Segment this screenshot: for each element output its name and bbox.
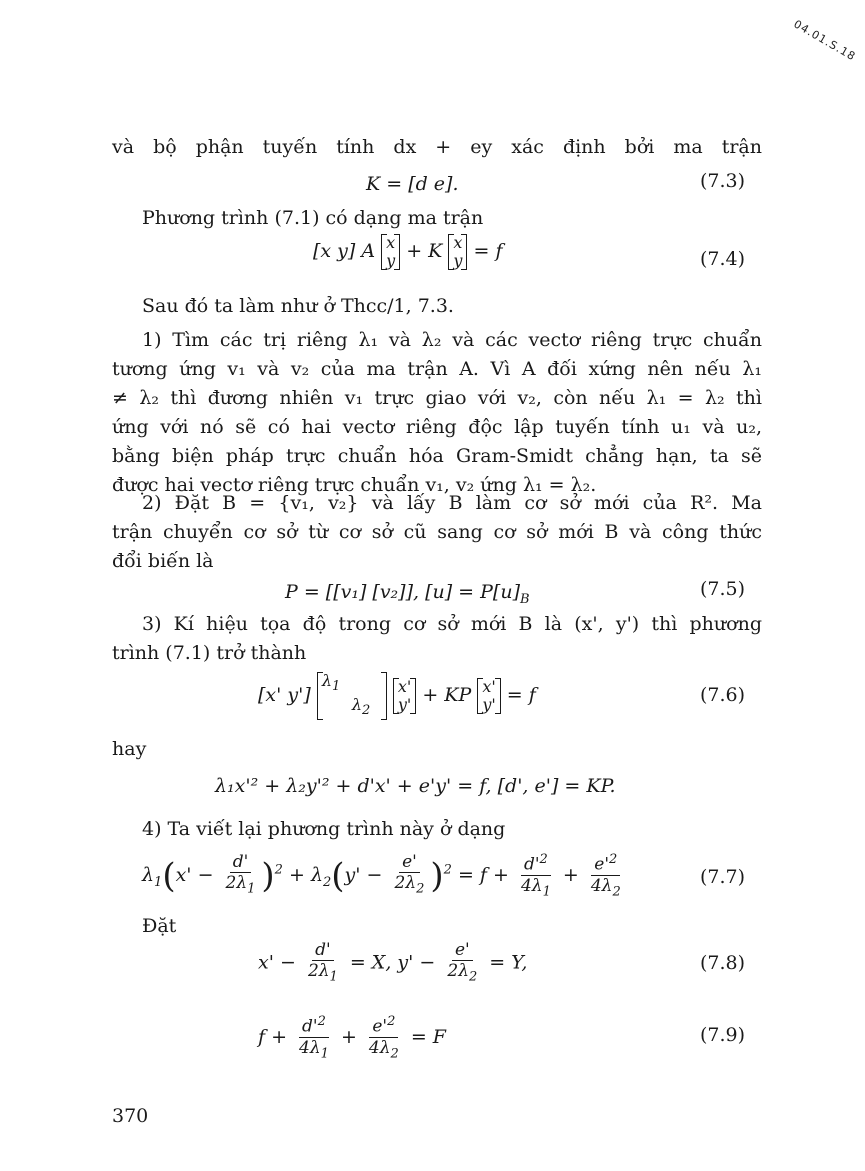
equation-number-7-5: (7.5) [700,578,746,600]
step-3-line: trình (7.1) trở thành [112,642,307,664]
step-1-paragraph [112,326,762,500]
step-3-line: 3) Kí hiệu tọa độ trong cơ sở mới B là (x', y') thì phương [142,613,762,635]
equation-7-9: f + $\frac{d'^2}{4\lambda_1}$ + $\frac{e'^2}{4\lambda_2}$ = F [258,1014,446,1062]
step-2-line: trận chuyển cơ sở từ cơ sở cũ sang cơ sở mới B và công thức [112,521,762,543]
step-1-line: tương ứng v₁ và v₂ của ma trận A. Vì A đối xứng nên nếu λ₁ [112,358,762,380]
equation-7-3: K = [d e]. [366,173,459,195]
step-2-line: 2) Đặt B = {v₁, v₂} và lấy B làm cơ sở mới của R². Ma [142,492,762,514]
equation-7-5-subscript: B [520,591,530,607]
step-1-line: được hai vectơ riêng trực chuẩn v₁, v₂ ứng λ₁ = λ₂. [112,474,597,496]
equation-number-7-7: (7.7) [700,866,746,888]
text-line-hay: hay [112,738,147,760]
equation-7-7: $\lambda_1(x'$ − $\frac{d'}{2\lambda_1}$ )$^2 + \lambda_2(y'$ − $\frac{e'}{2\lambda_2}$ )$^2$ = f + $\frac{d'^2}{4\lambda_1}$ + $\frac{e'^2}{4\lambda_2}$ [142,852,621,900]
equation-7-5-body: P = [[v₁] [v₂]], [u] = P[u] [285,581,520,603]
text-line-matrix-form: Phương trình (7.1) có dạng ma trận [142,207,484,229]
equation-number-7-3: (7.3) [700,170,746,192]
equation-number-7-4: (7.4) [700,248,746,270]
step-2-line: đổi biến là [112,550,214,572]
equation-7-6: [x' y'] $\lambda_1$ $\lambda_2$ x' y' + KP x' y' = f [258,671,536,719]
step-3-paragraph [112,610,762,668]
step-1-line: ≠ λ₂ thì đương nhiên v₁ trực giao với v₂, còn nếu λ₁ = λ₂ thì [112,387,762,409]
step-2-paragraph [112,489,762,576]
text-line-dat: Đặt [142,915,177,937]
text-line-1: và bộ phận tuyến tính dx + ey xác định bởi ma trận [112,136,762,158]
equation-7-8: x' − $\frac{d'}{2\lambda_1}$ = X, y' − $\frac{e'}{2\lambda_2}$ = Y, [258,940,528,985]
step-1-line: 1) Tìm các trị riêng λ₁ và λ₂ và các vectơ riêng trực chuẩn [142,329,762,351]
text-line-then: Sau đó ta làm như ở Thcc/1, 7.3. [142,295,454,317]
page-number: 370 [112,1105,149,1127]
equation-number-7-9: (7.9) [700,1024,746,1046]
equation-number-7-6: (7.6) [700,684,746,706]
equation-transformed: λ₁x'² + λ₂y'² + d'x' + e'y' = f, [d', e'] = KP. [215,775,616,797]
step-1-line: ứng với nó sẽ có hai vectơ riêng độc lập tuyến tính u₁ và u₂, [112,416,762,438]
library-stamp: 04.01.S.18 [791,17,859,64]
equation-7-4: [x y] A x y + K x y = f [313,233,503,270]
step-1-line: bằng biện pháp trực chuẩn hóa Gram-Smidt chẳng hạn, ta sẽ [112,445,762,467]
equation-7-5 [285,578,530,614]
equation-number-7-8: (7.8) [700,952,746,974]
text-line-step-4: 4) Ta viết lại phương trình này ở dạng [142,818,506,840]
